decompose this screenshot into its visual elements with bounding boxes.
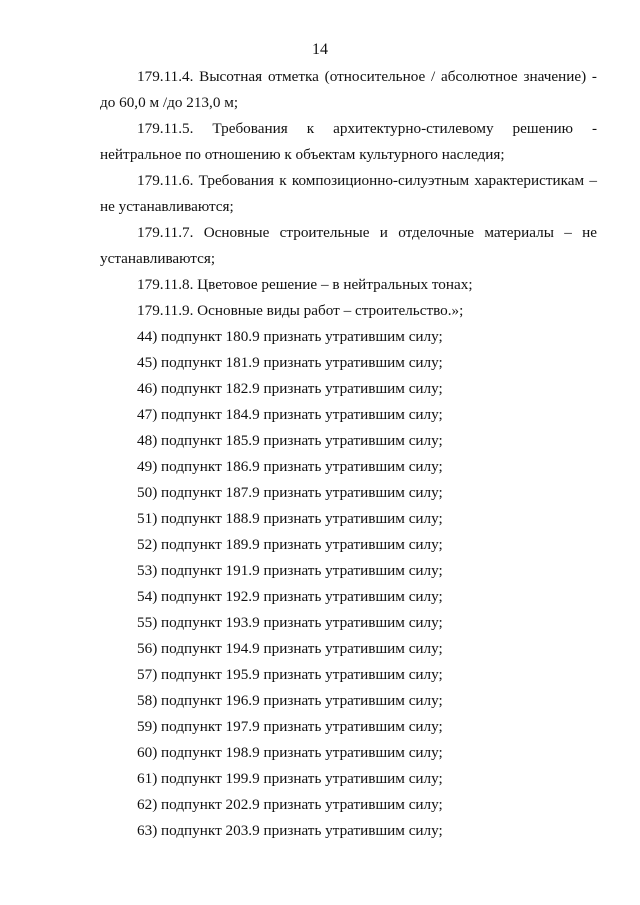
list-item-45: 45) подпункт 181.9 признать утратившим силу; [137, 354, 443, 371]
list-item-61: 61) подпункт 199.9 признать утратившим силу; [137, 770, 443, 787]
page-number: 14 [312, 41, 328, 58]
list-item-52: 52) подпункт 189.9 признать утратившим силу; [137, 536, 443, 553]
list-item-58: 58) подпункт 196.9 признать утратившим силу; [137, 692, 443, 709]
list-item-50: 50) подпункт 187.9 признать утратившим силу; [137, 484, 443, 501]
paragraph-179-11-9: 179.11.9. Основные виды работ – строительство.»; [137, 302, 464, 319]
list-item-53: 53) подпункт 191.9 признать утратившим силу; [137, 562, 443, 579]
paragraph-179-11-8: 179.11.8. Цветовое решение – в нейтральных тонах; [137, 276, 473, 293]
paragraph-179-11-4: 179.11.4. Высотная отметка (относительное / абсолютное значение) - до 60,0 м /до 213,0 м; [100, 68, 597, 111]
document-body [100, 64, 597, 844]
list-item-55: 55) подпункт 193.9 признать утратившим силу; [137, 614, 443, 631]
list-item-56: 56) подпункт 194.9 признать утратившим силу; [137, 640, 443, 657]
list-item-49: 49) подпункт 186.9 признать утратившим силу; [137, 458, 443, 475]
list-item-57: 57) подпункт 195.9 признать утратившим силу; [137, 666, 443, 683]
paragraph-179-11-6: 179.11.6. Требования к композиционно-силуэтным характеристикам – не устанавливаются; [100, 172, 597, 215]
list-item-62: 62) подпункт 202.9 признать утратившим силу; [137, 796, 443, 813]
list-item-60: 60) подпункт 198.9 признать утратившим силу; [137, 744, 443, 761]
list-item-44: 44) подпункт 180.9 признать утратившим силу; [137, 328, 443, 345]
list-item-51: 51) подпункт 188.9 признать утратившим силу; [137, 510, 443, 527]
paragraph-179-11-7: 179.11.7. Основные строительные и отделочные материалы – не устанавливаются; [100, 224, 597, 267]
list-item-48: 48) подпункт 185.9 признать утратившим силу; [137, 432, 443, 449]
list-item-46: 46) подпункт 182.9 признать утратившим силу; [137, 380, 443, 397]
list-item-59: 59) подпункт 197.9 признать утратившим силу; [137, 718, 443, 735]
list-item-54: 54) подпункт 192.9 признать утратившим силу; [137, 588, 443, 605]
list-item-63: 63) подпункт 203.9 признать утратившим силу; [137, 822, 443, 839]
list-item-47: 47) подпункт 184.9 признать утратившим силу; [137, 406, 443, 423]
paragraph-179-11-5: 179.11.5. Требования к архитектурно-стилевому решению - нейтральное по отношению к объектам культурного наследия; [100, 120, 597, 163]
